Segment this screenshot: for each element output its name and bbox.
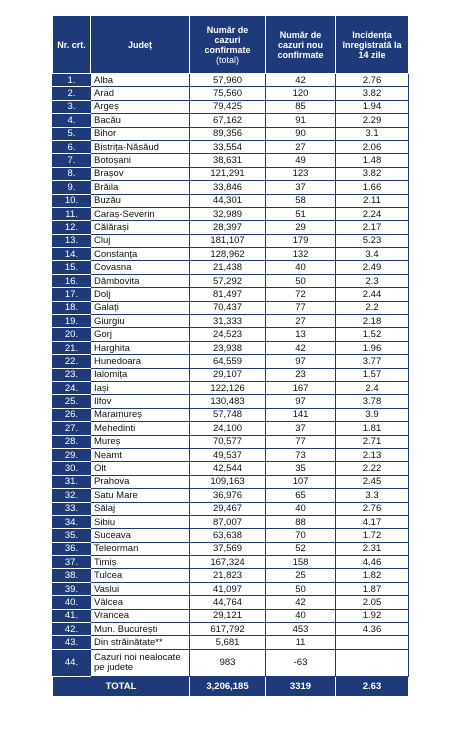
table-row <box>53 435 409 448</box>
table-row <box>53 74 409 87</box>
row-noi-confirmate: 29 <box>266 221 336 234</box>
row-judet: Dâmbovita <box>91 274 190 287</box>
table-row <box>53 422 409 435</box>
table-row <box>53 408 409 421</box>
table-row <box>53 529 409 542</box>
row-judet: Călărași <box>91 221 190 234</box>
row-noi-confirmate: 72 <box>266 288 336 301</box>
row-incidenta: 5.23 <box>336 234 409 247</box>
row-nr: 28. <box>53 435 91 448</box>
row-incidenta: 1.87 <box>336 582 409 595</box>
row-nr: 23. <box>53 368 91 381</box>
table-row <box>53 649 409 676</box>
row-noi-confirmate: 40 <box>266 261 336 274</box>
row-incidenta: 2.05 <box>336 596 409 609</box>
table-row <box>53 274 409 287</box>
row-total-confirmate: 24,100 <box>190 422 266 435</box>
row-incidenta: 2.06 <box>336 140 409 153</box>
row-nr: 19. <box>53 315 91 328</box>
row-nr: 6. <box>53 140 91 153</box>
row-total-confirmate: 37,569 <box>190 542 266 555</box>
row-incidenta: 3.77 <box>336 355 409 368</box>
row-total-confirmate: 29,467 <box>190 502 266 515</box>
row-incidenta: 1.72 <box>336 529 409 542</box>
row-noi-confirmate: 167 <box>266 381 336 394</box>
table-row <box>53 288 409 301</box>
row-incidenta: 2.45 <box>336 475 409 488</box>
row-total-confirmate: 79,425 <box>190 100 266 113</box>
row-total-confirmate: 81,497 <box>190 288 266 301</box>
row-judet: Brașov <box>91 167 190 180</box>
row-incidenta: 2.4 <box>336 381 409 394</box>
row-total-confirmate: 617,792 <box>190 623 266 636</box>
row-total-confirmate: 109,163 <box>190 475 266 488</box>
row-noi-confirmate: 453 <box>266 623 336 636</box>
row-noi-confirmate: -63 <box>266 649 336 676</box>
row-noi-confirmate: 37 <box>266 181 336 194</box>
table-row <box>53 462 409 475</box>
row-noi-confirmate: 42 <box>266 74 336 87</box>
row-judet: Alba <box>91 74 190 87</box>
table-row <box>53 489 409 502</box>
row-noi-confirmate: 27 <box>266 315 336 328</box>
row-nr: 3. <box>53 100 91 113</box>
table-row <box>53 140 409 153</box>
row-total-confirmate: 130,483 <box>190 395 266 408</box>
covid-county-table <box>52 15 409 697</box>
table-row <box>53 542 409 555</box>
row-incidenta: 4.46 <box>336 556 409 569</box>
row-incidenta: 1.94 <box>336 100 409 113</box>
table-row <box>53 248 409 261</box>
row-nr: 21. <box>53 341 91 354</box>
row-nr: 15. <box>53 261 91 274</box>
row-incidenta: 3.78 <box>336 395 409 408</box>
row-total-confirmate: 57,292 <box>190 274 266 287</box>
row-judet: Galați <box>91 301 190 314</box>
row-judet: Vrancea <box>91 609 190 622</box>
row-total-confirmate: 33,554 <box>190 140 266 153</box>
row-noi-confirmate: 27 <box>266 140 336 153</box>
row-noi-confirmate: 158 <box>266 556 336 569</box>
row-nr: 42. <box>53 623 91 636</box>
row-total-confirmate: 75,560 <box>190 87 266 100</box>
row-judet: Mehedinti <box>91 422 190 435</box>
table-row <box>53 515 409 528</box>
row-total-confirmate: 33,846 <box>190 181 266 194</box>
row-judet: Hunedoara <box>91 355 190 368</box>
row-noi-confirmate: 77 <box>266 435 336 448</box>
row-judet: Teleorman <box>91 542 190 555</box>
row-noi-confirmate: 97 <box>266 395 336 408</box>
table-row <box>53 556 409 569</box>
row-incidenta: 2.76 <box>336 502 409 515</box>
row-nr: 18. <box>53 301 91 314</box>
row-nr: 43. <box>53 636 91 649</box>
row-total-confirmate: 28,397 <box>190 221 266 234</box>
row-noi-confirmate: 88 <box>266 515 336 528</box>
table-row <box>53 596 409 609</box>
row-noi-confirmate: 52 <box>266 542 336 555</box>
header-total-line-4: (total) <box>215 54 239 65</box>
table-row <box>53 114 409 127</box>
total-incidenta: 2.63 <box>336 676 409 696</box>
row-nr: 9. <box>53 181 91 194</box>
row-incidenta: 1.57 <box>336 368 409 381</box>
row-nr: 14. <box>53 248 91 261</box>
row-noi-confirmate: 123 <box>266 167 336 180</box>
row-incidenta: 2.2 <box>336 301 409 314</box>
row-noi-confirmate: 70 <box>266 529 336 542</box>
row-judet: Sălaj <box>91 502 190 515</box>
row-judet: Harghita <box>91 341 190 354</box>
row-total-confirmate: 44,764 <box>190 596 266 609</box>
row-noi-confirmate: 58 <box>266 194 336 207</box>
row-noi-confirmate: 13 <box>266 328 336 341</box>
row-incidenta: 3.82 <box>336 167 409 180</box>
row-nr: 39. <box>53 582 91 595</box>
row-judet: Satu Mare <box>91 489 190 502</box>
table-row <box>53 221 409 234</box>
row-incidenta: 1.82 <box>336 569 409 582</box>
row-nr: 4. <box>53 114 91 127</box>
row-judet: Cluj <box>91 234 190 247</box>
row-noi-confirmate: 11 <box>266 636 336 649</box>
row-judet: Caraș-Severin <box>91 207 190 220</box>
row-noi-confirmate: 35 <box>266 462 336 475</box>
row-judet: Tulcea <box>91 569 190 582</box>
row-total-confirmate: 31,333 <box>190 315 266 328</box>
table-row <box>53 502 409 515</box>
row-incidenta: 2.44 <box>336 288 409 301</box>
table-row <box>53 127 409 140</box>
row-incidenta <box>336 636 409 649</box>
total-confirmate: 3,206,185 <box>190 676 266 696</box>
row-total-confirmate: 57,960 <box>190 74 266 87</box>
row-incidenta: 2.13 <box>336 448 409 461</box>
row-judet: Argeș <box>91 100 190 113</box>
row-incidenta: 1.81 <box>336 422 409 435</box>
row-judet: Iași <box>91 381 190 394</box>
row-nr: 2. <box>53 87 91 100</box>
row-total-confirmate: 89,356 <box>190 127 266 140</box>
row-incidenta: 3.9 <box>336 408 409 421</box>
header-noi-confirmate: Număr de cazuri nou confirmate <box>266 16 336 74</box>
row-total-confirmate: 67,162 <box>190 114 266 127</box>
total-label: TOTAL <box>53 676 190 696</box>
row-incidenta: 2.29 <box>336 114 409 127</box>
row-nr: 12. <box>53 221 91 234</box>
row-noi-confirmate: 40 <box>266 502 336 515</box>
row-judet: Arad <box>91 87 190 100</box>
row-total-confirmate: 87,007 <box>190 515 266 528</box>
row-incidenta: 2.11 <box>336 194 409 207</box>
row-total-confirmate: 44,301 <box>190 194 266 207</box>
row-judet: Constanța <box>91 248 190 261</box>
row-nr: 32. <box>53 489 91 502</box>
row-noi-confirmate: 42 <box>266 341 336 354</box>
row-total-confirmate: 42,544 <box>190 462 266 475</box>
row-nr: 30. <box>53 462 91 475</box>
row-judet: Maramureș <box>91 408 190 421</box>
table-row <box>53 381 409 394</box>
row-total-confirmate: 128,962 <box>190 248 266 261</box>
row-total-confirmate: 32,989 <box>190 207 266 220</box>
row-incidenta: 2.49 <box>336 261 409 274</box>
row-nr: 1. <box>53 74 91 87</box>
table-row <box>53 609 409 622</box>
row-incidenta: 3.1 <box>336 127 409 140</box>
row-total-confirmate: 181,107 <box>190 234 266 247</box>
row-nr: 34. <box>53 515 91 528</box>
row-nr: 40. <box>53 596 91 609</box>
row-total-confirmate: 70,437 <box>190 301 266 314</box>
row-incidenta: 1.48 <box>336 154 409 167</box>
row-noi-confirmate: 65 <box>266 489 336 502</box>
row-total-confirmate: 63,638 <box>190 529 266 542</box>
row-noi-confirmate: 141 <box>266 408 336 421</box>
row-total-confirmate: 121,291 <box>190 167 266 180</box>
row-judet: Brăila <box>91 181 190 194</box>
row-nr: 33. <box>53 502 91 515</box>
row-noi-confirmate: 23 <box>266 368 336 381</box>
row-noi-confirmate: 107 <box>266 475 336 488</box>
row-incidenta: 2.17 <box>336 221 409 234</box>
row-incidenta <box>336 649 409 676</box>
row-nr: 38. <box>53 569 91 582</box>
cropped-caption-fragment <box>55 0 407 6</box>
row-noi-confirmate: 37 <box>266 422 336 435</box>
table-row <box>53 475 409 488</box>
table-row <box>53 207 409 220</box>
row-nr: 13. <box>53 234 91 247</box>
row-judet: Vaslui <box>91 582 190 595</box>
row-total-confirmate: 21,438 <box>190 261 266 274</box>
row-incidenta: 1.96 <box>336 341 409 354</box>
row-judet: Bihor <box>91 127 190 140</box>
row-noi-confirmate: 90 <box>266 127 336 140</box>
row-judet: Bistrița-Năsăud <box>91 140 190 153</box>
row-total-confirmate: 21,823 <box>190 569 266 582</box>
row-noi-confirmate: 91 <box>266 114 336 127</box>
row-nr: 41. <box>53 609 91 622</box>
row-noi-confirmate: 40 <box>266 609 336 622</box>
row-judet: Suceava <box>91 529 190 542</box>
row-judet: Ialomița <box>91 368 190 381</box>
row-total-confirmate: 29,107 <box>190 368 266 381</box>
table-row <box>53 261 409 274</box>
row-incidenta: 2.18 <box>336 315 409 328</box>
table-row <box>53 395 409 408</box>
row-judet: Ilfov <box>91 395 190 408</box>
row-noi-confirmate: 77 <box>266 301 336 314</box>
total-row <box>53 676 409 696</box>
row-total-confirmate: 70,577 <box>190 435 266 448</box>
total-noi: 3319 <box>266 676 336 696</box>
row-nr: 22. <box>53 355 91 368</box>
row-incidenta: 3.82 <box>336 87 409 100</box>
row-noi-confirmate: 179 <box>266 234 336 247</box>
table-row <box>53 167 409 180</box>
row-noi-confirmate: 50 <box>266 582 336 595</box>
row-judet: Dolj <box>91 288 190 301</box>
row-nr: 35. <box>53 529 91 542</box>
table-row <box>53 623 409 636</box>
row-nr: 5. <box>53 127 91 140</box>
header-total-confirmate <box>190 16 266 74</box>
table-row <box>53 194 409 207</box>
row-total-confirmate: 41,097 <box>190 582 266 595</box>
header-judet: Județ <box>91 16 190 74</box>
table-row <box>53 368 409 381</box>
row-total-confirmate: 64,559 <box>190 355 266 368</box>
row-nr: 11. <box>53 207 91 220</box>
row-incidenta: 2.24 <box>336 207 409 220</box>
table-row <box>53 315 409 328</box>
row-judet: Buzău <box>91 194 190 207</box>
row-noi-confirmate: 42 <box>266 596 336 609</box>
row-judet: Olt <box>91 462 190 475</box>
row-nr: 44. <box>53 649 91 676</box>
table-row <box>53 301 409 314</box>
table-header-row <box>53 16 409 74</box>
row-incidenta: 2.71 <box>336 435 409 448</box>
row-incidenta: 3.4 <box>336 248 409 261</box>
row-noi-confirmate: 120 <box>266 87 336 100</box>
row-judet: Gorj <box>91 328 190 341</box>
table-row <box>53 234 409 247</box>
row-nr: 7. <box>53 154 91 167</box>
row-incidenta: 1.52 <box>336 328 409 341</box>
header-total-line-3: confirmate <box>204 44 251 55</box>
row-noi-confirmate: 49 <box>266 154 336 167</box>
row-total-confirmate: 983 <box>190 649 266 676</box>
row-total-confirmate: 36,976 <box>190 489 266 502</box>
row-judet: Sibiu <box>91 515 190 528</box>
row-incidenta: 2.22 <box>336 462 409 475</box>
row-nr: 24. <box>53 381 91 394</box>
table-row <box>53 582 409 595</box>
row-nr: 26. <box>53 408 91 421</box>
row-incidenta: 1.92 <box>336 609 409 622</box>
row-judet: Bacău <box>91 114 190 127</box>
row-nr: 36. <box>53 542 91 555</box>
row-judet: Mun. București <box>91 623 190 636</box>
table-row <box>53 448 409 461</box>
table-row <box>53 341 409 354</box>
row-noi-confirmate: 97 <box>266 355 336 368</box>
row-nr: 31. <box>53 475 91 488</box>
row-noi-confirmate: 73 <box>266 448 336 461</box>
row-incidenta: 4.36 <box>336 623 409 636</box>
row-total-confirmate: 167,324 <box>190 556 266 569</box>
header-nr-crt: Nr. crt. <box>53 16 91 74</box>
header-total-line-1: Număr de <box>206 24 249 35</box>
row-incidenta: 1.66 <box>336 181 409 194</box>
row-judet: Mureș <box>91 435 190 448</box>
row-judet: Giurgiu <box>91 315 190 328</box>
row-incidenta: 2.3 <box>336 274 409 287</box>
row-nr: 16. <box>53 274 91 287</box>
row-judet: Cazuri noi nealocate pe judete <box>91 649 190 676</box>
row-noi-confirmate: 25 <box>266 569 336 582</box>
row-total-confirmate: 5,681 <box>190 636 266 649</box>
table-row <box>53 569 409 582</box>
row-noi-confirmate: 132 <box>266 248 336 261</box>
row-total-confirmate: 29,121 <box>190 609 266 622</box>
table-row <box>53 636 409 649</box>
row-nr: 10. <box>53 194 91 207</box>
row-judet: Botoșani <box>91 154 190 167</box>
row-noi-confirmate: 50 <box>266 274 336 287</box>
row-incidenta: 4.17 <box>336 515 409 528</box>
header-incidenta: Incidența înregistrată la 14 zile <box>336 16 409 74</box>
row-total-confirmate: 23,938 <box>190 341 266 354</box>
row-nr: 29. <box>53 448 91 461</box>
row-incidenta: 2.31 <box>336 542 409 555</box>
table-row <box>53 154 409 167</box>
row-total-confirmate: 57,748 <box>190 408 266 421</box>
row-incidenta: 2.76 <box>336 74 409 87</box>
row-noi-confirmate: 51 <box>266 207 336 220</box>
header-total-line-2: cazuri <box>214 34 241 45</box>
row-nr: 25. <box>53 395 91 408</box>
row-judet: Neamt <box>91 448 190 461</box>
table-row <box>53 87 409 100</box>
row-noi-confirmate: 85 <box>266 100 336 113</box>
row-total-confirmate: 24,523 <box>190 328 266 341</box>
row-nr: 17. <box>53 288 91 301</box>
row-judet: Covasna <box>91 261 190 274</box>
row-nr: 8. <box>53 167 91 180</box>
table-row <box>53 100 409 113</box>
row-incidenta: 3.3 <box>336 489 409 502</box>
row-judet: Din străinătate** <box>91 636 190 649</box>
row-nr: 27. <box>53 422 91 435</box>
table-row <box>53 181 409 194</box>
row-judet: Timiș <box>91 556 190 569</box>
row-total-confirmate: 49,537 <box>190 448 266 461</box>
row-judet: Prahova <box>91 475 190 488</box>
row-total-confirmate: 38,631 <box>190 154 266 167</box>
row-nr: 20. <box>53 328 91 341</box>
table-row <box>53 355 409 368</box>
table-row <box>53 328 409 341</box>
table-body <box>53 74 409 677</box>
row-total-confirmate: 122,126 <box>190 381 266 394</box>
row-judet: Vâlcea <box>91 596 190 609</box>
row-nr: 37. <box>53 556 91 569</box>
